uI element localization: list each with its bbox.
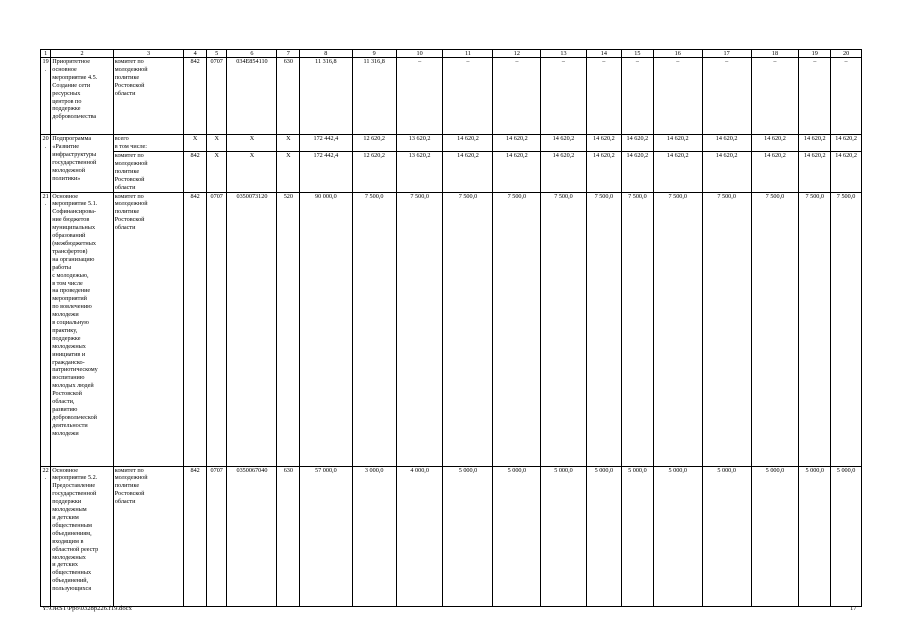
- amount-cell: 14 620,2: [443, 152, 493, 193]
- code-cell: X: [206, 135, 226, 152]
- table-row: [41, 466, 862, 606]
- amount-cell: 7 500,0: [352, 192, 396, 466]
- column-header: 7: [277, 50, 300, 58]
- amount-cell: 14 620,2: [702, 152, 751, 193]
- amount-cell: 4 000,0: [396, 466, 443, 606]
- amount-cell: 7 500,0: [751, 192, 799, 466]
- amount-cell: 14 620,2: [443, 135, 493, 152]
- activity-name: Основное мероприятие 5.1. Софинансирова- ние бюджетов муниципальных образований (межбюджетных трансфертов) на организацию работы с молодежью, в том числе на проведение мероприятий по вовлечению молодежи в социальную практику, поддержке молодежных инициатив и гражданско- патриотическому воспитанию молодых людей Ростовской области, развитию добровольческой деятельности молодежи: [51, 192, 114, 466]
- amount-cell: 5 000,0: [493, 466, 541, 606]
- amount-cell: –: [653, 58, 702, 135]
- amount-cell: 5 000,0: [702, 466, 751, 606]
- amount-cell: 7 500,0: [443, 192, 493, 466]
- column-header: 15: [621, 50, 653, 58]
- amount-cell: 14 620,2: [831, 152, 862, 193]
- column-header: 1: [41, 50, 51, 58]
- column-header: 12: [493, 50, 541, 58]
- amount-cell: –: [702, 58, 751, 135]
- table-row: [41, 192, 862, 466]
- column-header: 14: [586, 50, 621, 58]
- column-header: 17: [702, 50, 751, 58]
- amount-cell: 14 620,2: [493, 152, 541, 193]
- amount-cell: 14 620,2: [702, 135, 751, 152]
- executor: комитет по молодежной политике Ростовской области: [113, 192, 184, 466]
- code-cell: 630: [277, 466, 300, 606]
- column-header: 20: [831, 50, 862, 58]
- amount-cell: 172 442,4: [300, 135, 352, 152]
- amount-cell: 7 500,0: [541, 192, 586, 466]
- amount-cell: –: [493, 58, 541, 135]
- code-cell: 0350067040: [227, 466, 277, 606]
- amount-cell: 14 620,2: [799, 135, 831, 152]
- amount-cell: 172 442,4: [300, 152, 352, 193]
- column-header: 19: [799, 50, 831, 58]
- table-body: [41, 58, 862, 607]
- amount-cell: –: [443, 58, 493, 135]
- budget-table: [40, 49, 862, 607]
- column-header: 6: [227, 50, 277, 58]
- code-cell: 630: [277, 58, 300, 135]
- executor: всего в том числе:: [113, 135, 184, 152]
- page-number: 17: [850, 605, 857, 612]
- amount-cell: 11 316,8: [352, 58, 396, 135]
- code-cell: 520: [277, 192, 300, 466]
- row-number: 22.: [41, 466, 51, 606]
- amount-cell: 7 500,0: [831, 192, 862, 466]
- amount-cell: 7 500,0: [396, 192, 443, 466]
- activity-name: Основное мероприятие 5.2. Предоставление государственной поддержки молодежным и детским общественным объединениям, входящим в областной реестр молодежных и детских общественных объединений, пользующихся: [51, 466, 114, 606]
- activity-name: Приоритетное основное мероприятие 4.5. Создание сети ресурсных центров по поддержке добровольчества: [51, 58, 114, 135]
- code-cell: 0707: [206, 466, 226, 606]
- amount-cell: –: [751, 58, 799, 135]
- amount-cell: 12 620,2: [352, 135, 396, 152]
- amount-cell: 90 000,0: [300, 192, 352, 466]
- amount-cell: 12 620,2: [352, 152, 396, 193]
- row-number: 19.: [41, 58, 51, 135]
- amount-cell: 14 620,2: [751, 152, 799, 193]
- code-cell: 0707: [206, 192, 226, 466]
- amount-cell: 14 620,2: [799, 152, 831, 193]
- activity-name: Подпрограмма «Развитие инфраструктуры государственной молодежной политики»: [51, 135, 114, 193]
- executor: комитет по молодежной политике Ростовской области: [113, 466, 184, 606]
- amount-cell: –: [831, 58, 862, 135]
- amount-cell: 3 000,0: [352, 466, 396, 606]
- code-cell: 842: [184, 466, 207, 606]
- column-header: 18: [751, 50, 799, 58]
- amount-cell: 14 620,2: [541, 135, 586, 152]
- code-cell: X: [227, 135, 277, 152]
- code-cell: 0350073120: [227, 192, 277, 466]
- column-header: 4: [184, 50, 207, 58]
- column-header: 3: [113, 50, 184, 58]
- column-header: 10: [396, 50, 443, 58]
- amount-cell: 13 620,2: [396, 135, 443, 152]
- amount-cell: 7 500,0: [586, 192, 621, 466]
- column-header: 5: [206, 50, 226, 58]
- table-row: [41, 135, 862, 152]
- amount-cell: 5 000,0: [541, 466, 586, 606]
- code-cell: X: [184, 135, 207, 152]
- amount-cell: 14 620,2: [493, 135, 541, 152]
- amount-cell: 5 000,0: [831, 466, 862, 606]
- amount-cell: 5 000,0: [653, 466, 702, 606]
- amount-cell: 7 500,0: [621, 192, 653, 466]
- amount-cell: 14 620,2: [541, 152, 586, 193]
- amount-cell: –: [396, 58, 443, 135]
- amount-cell: 14 620,2: [586, 152, 621, 193]
- file-path: Y:\ORST\Ppo\0328p226.f19.docx: [42, 605, 132, 612]
- amount-cell: 14 620,2: [621, 152, 653, 193]
- code-cell: 0707: [206, 58, 226, 135]
- amount-cell: –: [586, 58, 621, 135]
- amount-cell: 5 000,0: [799, 466, 831, 606]
- amount-cell: 11 316,8: [300, 58, 352, 135]
- table-row: [41, 152, 862, 193]
- code-cell: 842: [184, 58, 207, 135]
- code-cell: 034E854110: [227, 58, 277, 135]
- amount-cell: 14 620,2: [653, 152, 702, 193]
- row-number: 21.: [41, 192, 51, 466]
- amount-cell: 7 500,0: [653, 192, 702, 466]
- amount-cell: 5 000,0: [751, 466, 799, 606]
- code-cell: X: [206, 152, 226, 193]
- amount-cell: –: [541, 58, 586, 135]
- amount-cell: –: [799, 58, 831, 135]
- amount-cell: –: [621, 58, 653, 135]
- column-header: 13: [541, 50, 586, 58]
- amount-cell: 14 620,2: [653, 135, 702, 152]
- amount-cell: 13 620,2: [396, 152, 443, 193]
- code-cell: 842: [184, 152, 207, 193]
- executor: комитет по молодежной политике Ростовской области: [113, 58, 184, 135]
- amount-cell: 57 000,0: [300, 466, 352, 606]
- column-header: 8: [300, 50, 352, 58]
- code-cell: 842: [184, 192, 207, 466]
- column-header: 11: [443, 50, 493, 58]
- executor: комитет по молодежной политике Ростовской области: [113, 152, 184, 193]
- amount-cell: 5 000,0: [586, 466, 621, 606]
- amount-cell: 14 620,2: [751, 135, 799, 152]
- amount-cell: 14 620,2: [831, 135, 862, 152]
- amount-cell: 7 500,0: [702, 192, 751, 466]
- code-cell: X: [227, 152, 277, 193]
- amount-cell: 5 000,0: [621, 466, 653, 606]
- amount-cell: 7 500,0: [799, 192, 831, 466]
- code-cell: X: [277, 135, 300, 152]
- amount-cell: 7 500,0: [493, 192, 541, 466]
- column-header: 9: [352, 50, 396, 58]
- column-header: 16: [653, 50, 702, 58]
- column-header: 2: [51, 50, 114, 58]
- code-cell: X: [277, 152, 300, 193]
- amount-cell: 14 620,2: [586, 135, 621, 152]
- amount-cell: 5 000,0: [443, 466, 493, 606]
- table-row: [41, 58, 862, 135]
- amount-cell: 14 620,2: [621, 135, 653, 152]
- row-number: 20.: [41, 135, 51, 193]
- column-number-row: [41, 50, 862, 58]
